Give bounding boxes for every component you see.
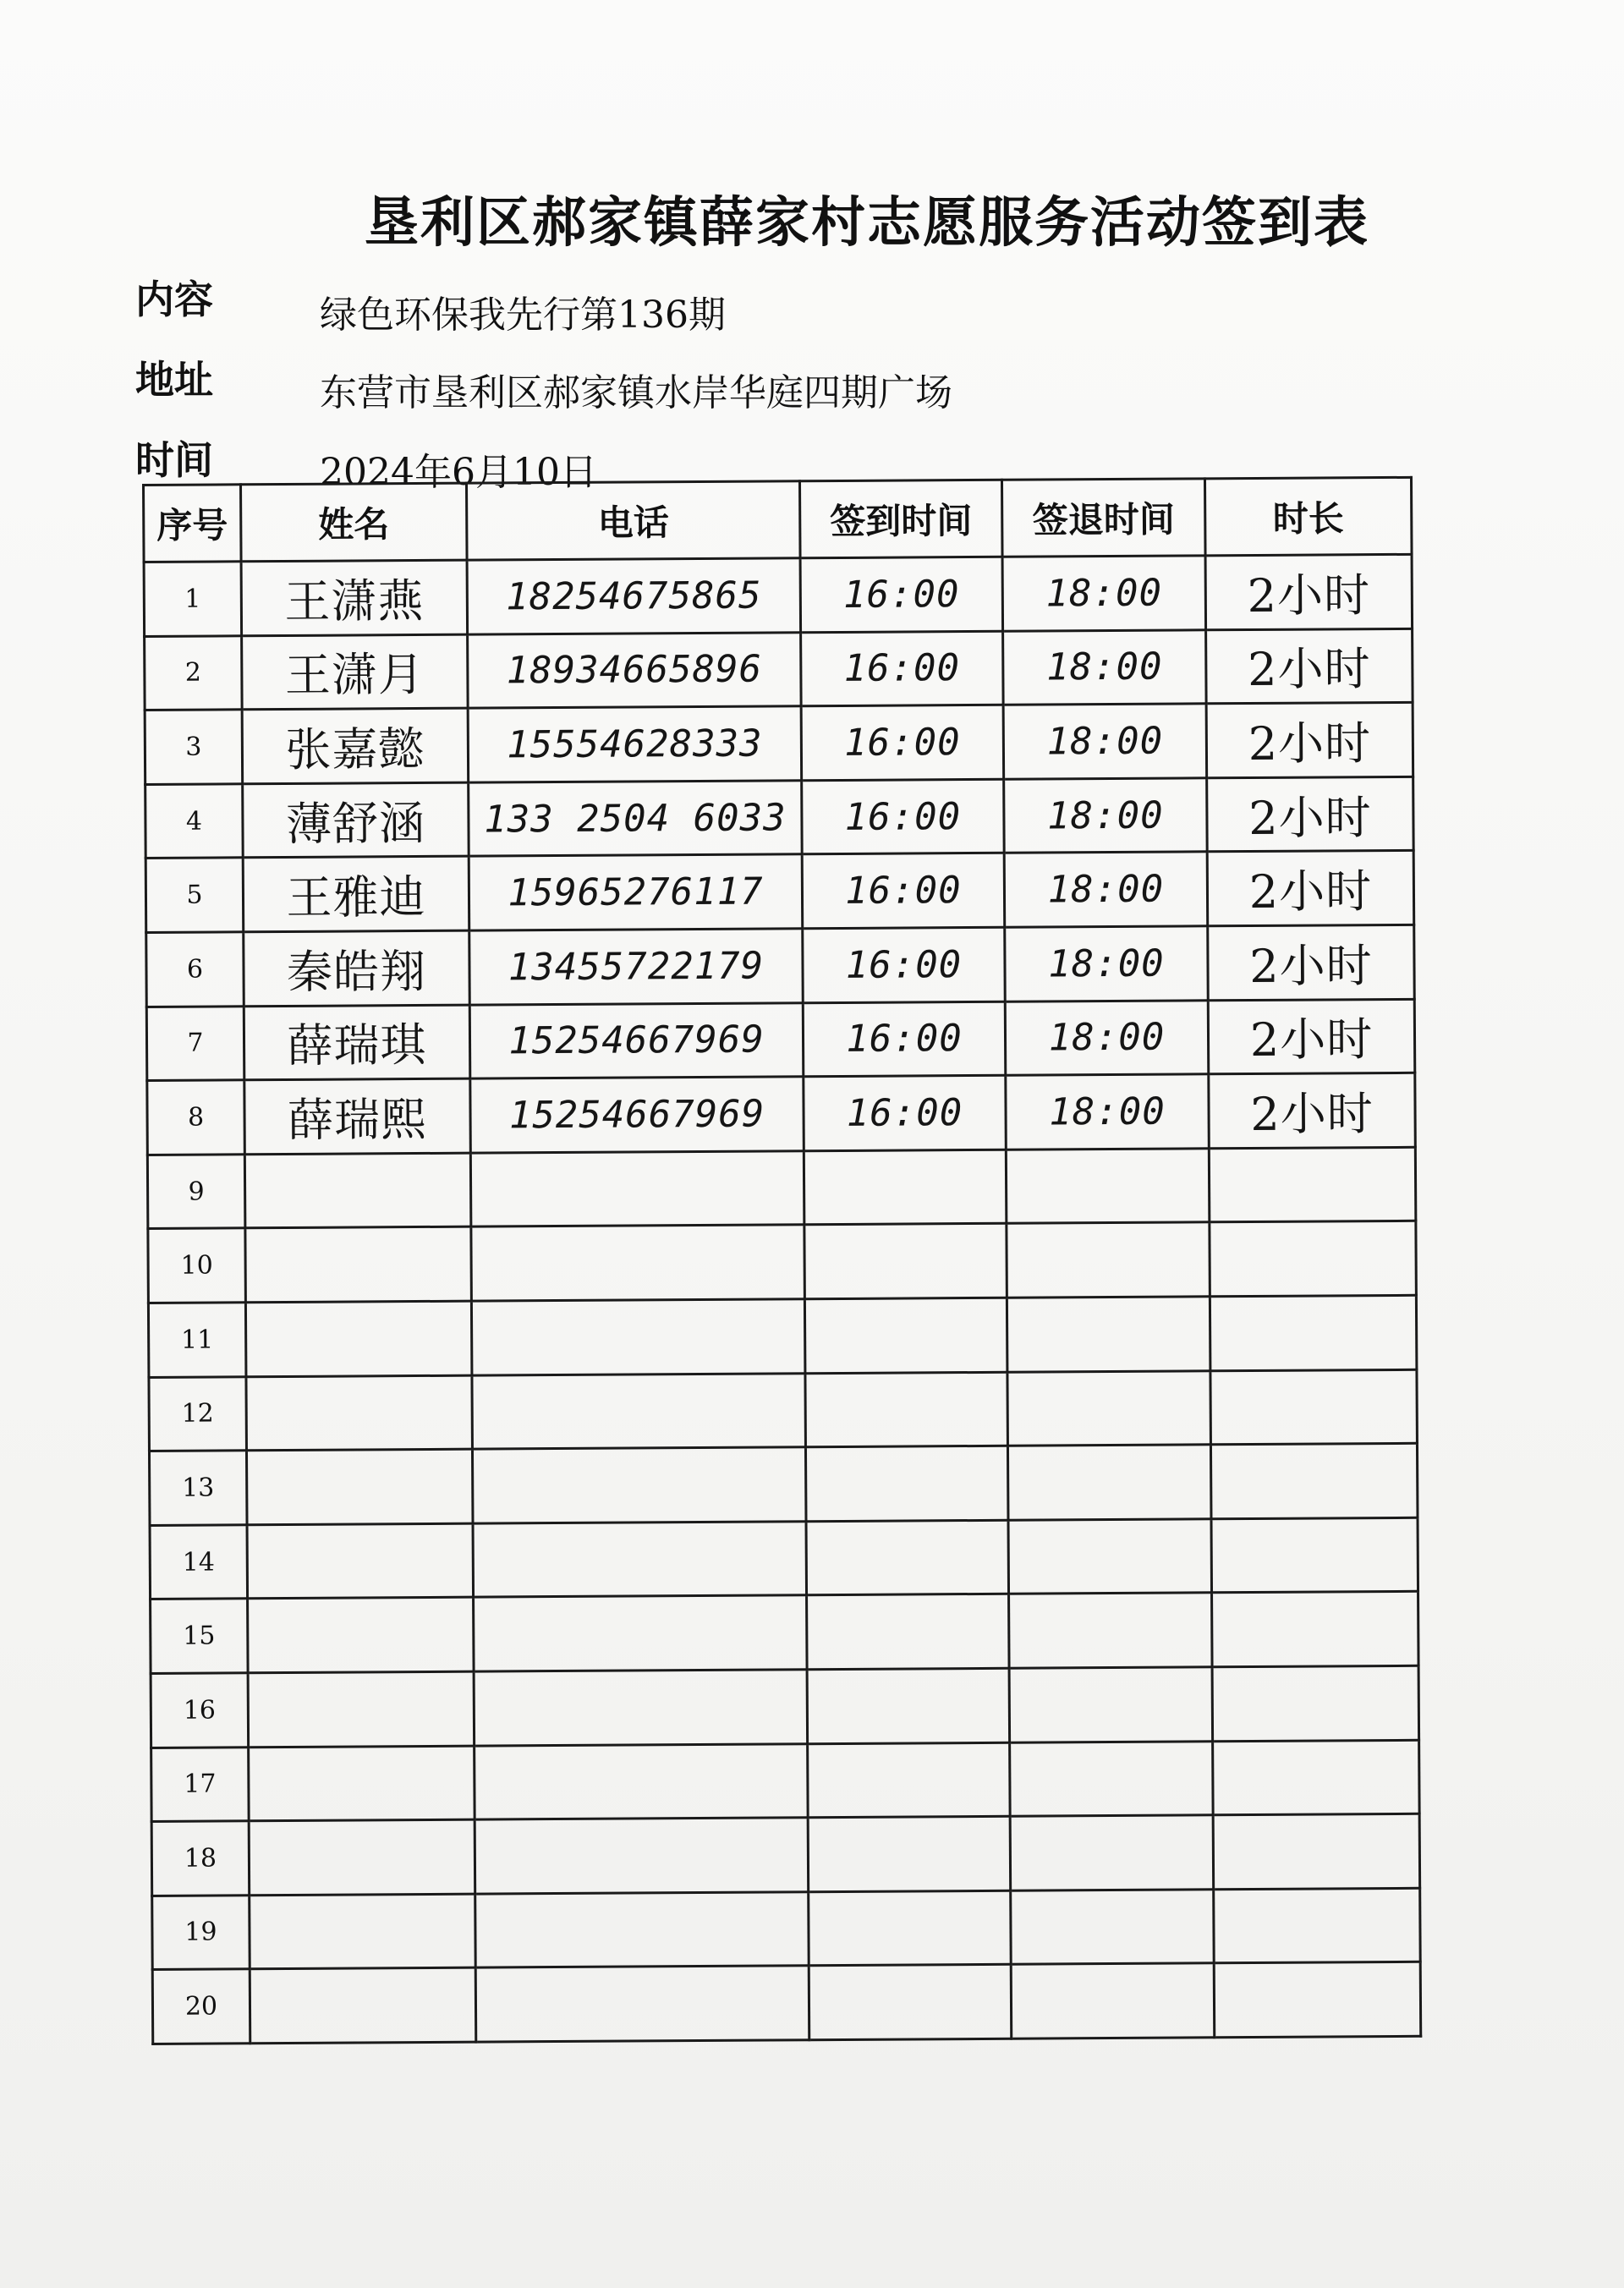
- table-row: [144, 554, 1413, 636]
- sign-out-cell: [1009, 1667, 1213, 1742]
- phone-cell: 15554628333: [468, 706, 802, 782]
- duration-cell: 2小时: [1207, 776, 1414, 852]
- phone-cell: [475, 1966, 809, 2042]
- seq-cell: 12: [149, 1376, 247, 1451]
- header-phone: 电话: [467, 481, 801, 560]
- sign-out-cell: [1011, 1889, 1215, 1964]
- duration-cell: [1211, 1517, 1418, 1593]
- seq-cell: 3: [145, 710, 243, 784]
- seq-cell: 5: [145, 858, 244, 932]
- sign-in-cell: [804, 1149, 1007, 1225]
- header-name: 姓名: [241, 483, 468, 562]
- header-seq: 序号: [144, 485, 242, 562]
- table-row: [149, 1443, 1418, 1525]
- phone-cell: [471, 1299, 805, 1375]
- sign-in-cell: [805, 1446, 1008, 1521]
- sign-out-cell: 18:00: [1004, 778, 1208, 853]
- address-value: 东营市垦利区郝家镇水岸华庭四期广场: [320, 371, 952, 414]
- phone-cell: [475, 1891, 809, 1967]
- duration-cell: [1209, 1147, 1416, 1222]
- header-row: [144, 477, 1413, 562]
- header-sign-in: 签到时间: [799, 480, 1002, 557]
- sign-out-cell: [1007, 1222, 1210, 1298]
- phone-cell: [475, 1818, 809, 1894]
- table-row: [151, 1665, 1419, 1748]
- duration-cell: [1212, 1592, 1419, 1667]
- time-value: 2024年6月10日: [320, 451, 597, 494]
- sign-in-cell: [806, 1520, 1009, 1595]
- seq-cell: 18: [151, 1821, 250, 1896]
- sign-in-cell: 16:00: [804, 1075, 1007, 1150]
- sign-out-cell: 18:00: [1003, 704, 1207, 779]
- name-cell: 王潇月: [242, 634, 469, 710]
- sign-out-cell: [1006, 1149, 1210, 1224]
- sign-out-cell: 18:00: [1006, 1074, 1210, 1149]
- content-label: 内容: [135, 277, 213, 322]
- content-value: 绿色环保我先行第136期: [320, 294, 726, 337]
- sign-in-cell: 16:00: [803, 1001, 1006, 1077]
- sign-out-cell: [1010, 1815, 1214, 1890]
- seq-cell: 7: [146, 1006, 244, 1080]
- name-cell: 张嘉懿: [242, 708, 469, 783]
- phone-cell: [474, 1670, 808, 1746]
- name-cell: 王潇燕: [241, 560, 468, 635]
- name-cell: [246, 1449, 473, 1524]
- sign-out-cell: [1008, 1519, 1212, 1594]
- duration-cell: 2小时: [1206, 628, 1413, 704]
- sign-out-cell: 18:00: [1004, 852, 1208, 927]
- sign-out-cell: 18:00: [1005, 1000, 1209, 1075]
- phone-cell: 13455722179: [469, 929, 804, 1005]
- table-row: [146, 999, 1415, 1081]
- sign-in-cell: [808, 1742, 1011, 1818]
- sign-in-cell: [805, 1372, 1008, 1447]
- address-label: 地址: [135, 357, 213, 403]
- sign-in-cell: 16:00: [802, 779, 1005, 854]
- table-row: [149, 1369, 1418, 1451]
- sign-in-cell: [807, 1594, 1010, 1670]
- phone-cell: 133 2504 6033: [469, 781, 803, 857]
- phone-cell: 18254675865: [467, 558, 801, 634]
- sign-out-cell: 18:00: [1003, 629, 1207, 705]
- table-row: [145, 703, 1413, 785]
- sign-out-cell: [1011, 1963, 1215, 2038]
- seq-cell: 20: [152, 1969, 250, 2044]
- phone-cell: [472, 1373, 806, 1449]
- sign-in-cell: 16:00: [800, 557, 1003, 632]
- phone-cell: [475, 1743, 809, 1819]
- name-cell: [248, 1671, 475, 1747]
- name-cell: 王雅迪: [243, 857, 469, 932]
- header-duration: 时长: [1204, 477, 1412, 555]
- sign-in-cell: [809, 1965, 1012, 2040]
- seq-cell: 4: [145, 784, 244, 859]
- seq-cell: 16: [151, 1673, 249, 1748]
- sign-in-cell: [809, 1890, 1012, 1966]
- phone-cell: 15254667969: [469, 1002, 804, 1078]
- sign-in-cell: [808, 1816, 1011, 1891]
- sign-in-cell: 16:00: [802, 853, 1005, 929]
- table-row: [147, 1147, 1416, 1229]
- name-cell: [244, 1153, 471, 1228]
- seq-cell: 11: [148, 1303, 246, 1377]
- sheet-title: 垦利区郝家镇薛家村志愿服务活动签到表: [365, 191, 1369, 255]
- seq-cell: 6: [146, 932, 244, 1007]
- duration-cell: 2小时: [1207, 851, 1414, 926]
- sign-out-cell: 18:00: [1002, 556, 1206, 631]
- duration-cell: 2小时: [1206, 703, 1413, 778]
- sign-out-cell: [1009, 1593, 1213, 1668]
- phone-cell: 15254667969: [470, 1077, 804, 1153]
- phone-cell: [472, 1447, 806, 1523]
- name-cell: 薛瑞琪: [244, 1005, 470, 1080]
- sign-in-cell: [807, 1668, 1010, 1743]
- name-cell: [247, 1523, 474, 1599]
- phone-cell: [470, 1150, 804, 1226]
- duration-cell: [1214, 1888, 1421, 1963]
- phone-cell: [473, 1521, 807, 1597]
- name-cell: [250, 1894, 476, 1969]
- table-row: [151, 1592, 1419, 1674]
- phone-cell: [471, 1225, 805, 1301]
- sign-out-cell: [1007, 1370, 1211, 1446]
- sign-in-cell: 16:00: [803, 927, 1006, 1002]
- sign-out-cell: 18:00: [1005, 926, 1209, 1001]
- name-cell: 薄舒涵: [243, 782, 469, 858]
- sign-in-cell: 16:00: [801, 631, 1004, 706]
- name-cell: [245, 1226, 472, 1302]
- seq-cell: 8: [147, 1080, 245, 1155]
- name-cell: [249, 1819, 475, 1895]
- duration-cell: [1210, 1369, 1418, 1445]
- seq-cell: 10: [148, 1228, 246, 1303]
- table-row: [151, 1740, 1420, 1822]
- time-label: 时间: [135, 437, 213, 483]
- table-row: [151, 1813, 1420, 1896]
- phone-cell: 15965276117: [469, 854, 803, 930]
- seq-cell: 14: [150, 1524, 248, 1599]
- table-body: [144, 554, 1421, 2044]
- table-row: [145, 628, 1413, 711]
- name-cell: [248, 1597, 475, 1672]
- sign-out-cell: [1007, 1445, 1211, 1520]
- seq-cell: 15: [151, 1599, 249, 1673]
- name-cell: 秦皓翔: [244, 930, 470, 1006]
- name-cell: [249, 1746, 475, 1821]
- duration-cell: [1210, 1443, 1418, 1518]
- duration-cell: 2小时: [1205, 554, 1413, 629]
- table-row: [147, 1073, 1416, 1155]
- name-cell: [246, 1375, 473, 1451]
- sign-in-cell: [804, 1224, 1007, 1299]
- duration-cell: [1214, 1962, 1421, 2038]
- duration-cell: [1212, 1665, 1419, 1741]
- seq-cell: 2: [145, 635, 243, 710]
- table-row: [148, 1295, 1417, 1377]
- duration-cell: [1213, 1813, 1420, 1889]
- seq-cell: 17: [151, 1747, 250, 1821]
- table-row: [152, 1962, 1421, 2044]
- duration-cell: [1213, 1740, 1420, 1815]
- sign-out-cell: [1007, 1297, 1210, 1372]
- table-row: [150, 1517, 1418, 1599]
- table-row: [152, 1888, 1421, 1970]
- name-cell: [245, 1301, 472, 1376]
- duration-cell: 2小时: [1208, 925, 1415, 1000]
- sign-in-cell: 16:00: [801, 705, 1004, 780]
- sign-in-cell: [804, 1298, 1007, 1373]
- table-row: [145, 851, 1414, 933]
- table-row: [148, 1221, 1417, 1303]
- header-sign-out: 签退时间: [1001, 479, 1205, 557]
- seq-cell: 13: [149, 1451, 247, 1525]
- phone-cell: 18934665896: [468, 632, 802, 708]
- name-cell: [250, 1967, 476, 2043]
- duration-cell: 2小时: [1208, 999, 1415, 1074]
- duration-cell: [1210, 1221, 1417, 1297]
- phone-cell: [474, 1595, 808, 1671]
- sign-out-cell: [1010, 1741, 1214, 1816]
- signin-table: [142, 476, 1422, 2045]
- duration-cell: 2小时: [1209, 1073, 1416, 1148]
- seq-cell: 19: [152, 1895, 250, 1969]
- duration-cell: [1210, 1295, 1417, 1370]
- seq-cell: 1: [144, 562, 242, 636]
- name-cell: 薛瑞熙: [244, 1078, 471, 1154]
- seq-cell: 9: [147, 1155, 245, 1229]
- table-row: [146, 925, 1415, 1007]
- table-row: [145, 776, 1414, 859]
